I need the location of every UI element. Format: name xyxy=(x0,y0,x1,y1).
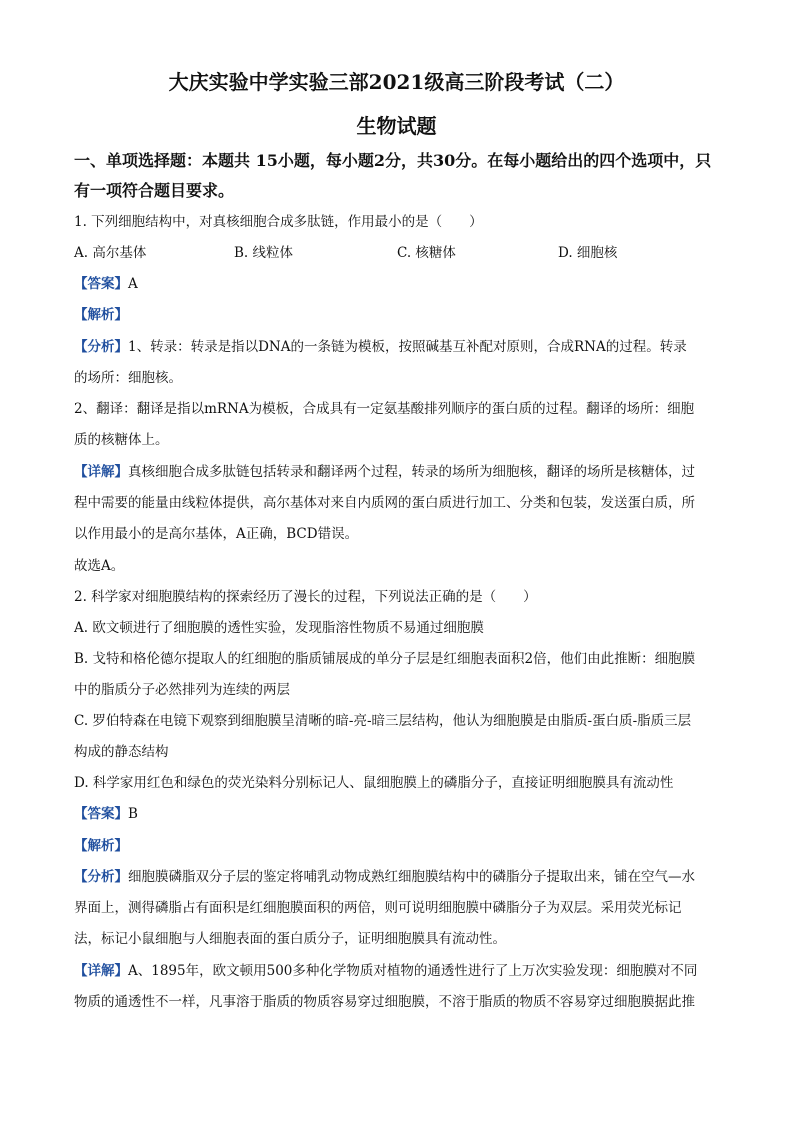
q1-analysis-line2: 的场所：细胞核。 xyxy=(74,370,182,386)
q2-option-d: D. 科学家用红色和绿色的荧光染料分别标记人、鼠细胞膜上的磷脂分子，直接证明细胞膜具有流动性 xyxy=(74,775,674,791)
section-heading-line1: 一、单项选择题：本题共 15小题，每小题2分，共30分。在每小题给出的四个选项中，只 xyxy=(74,151,712,170)
q1-analysis-line4: 质的核糖体上。 xyxy=(74,432,169,448)
q1-analysis-line1 xyxy=(74,337,724,357)
q2-detail-line2: 物质的通透性不一样，凡事溶于脂质的物质容易穿过细胞膜，不溶于脂质的物质不容易穿过细胞膜据此推 xyxy=(74,994,695,1010)
q1-answer-row xyxy=(74,274,724,294)
analysis-text: 1、转录：转录是指以DNA的一条链为模板，按照碱基互补配对原则，合成RNA的过程。转录 xyxy=(128,339,687,355)
q1-option-d: D. 细胞核 xyxy=(558,245,618,261)
q1-option-c: C. 核糖体 xyxy=(397,245,456,261)
detail-text: A、1895年，欧文顿用500多种化学物质对植物的通透性进行了上万次实验发现：细胞膜对不同 xyxy=(128,963,698,979)
detail-tag: 【详解】 xyxy=(74,464,128,480)
q1-option-a: A. 高尔基体 xyxy=(74,245,147,261)
q1-detail-line3: 以作用最小的是高尔基体，A正确，BCD错误。 xyxy=(74,526,359,542)
q2-stem: 2. 科学家对细胞膜结构的探索经历了漫长的过程，下列说法正确的是（ ） xyxy=(74,589,537,605)
answer-value: A xyxy=(128,276,138,292)
exam-subtitle: 生物试题 xyxy=(356,114,437,138)
explanation-tag: 【解析】 xyxy=(74,838,128,854)
explanation-tag: 【解析】 xyxy=(74,307,128,323)
answer-tag: 【答案】 xyxy=(74,806,128,822)
q2-option-c-line1: C. 罗伯特森在电镜下观察到细胞膜呈清晰的暗-亮-暗三层结构，他认为细胞膜是由脂质-蛋白质-脂质三层 xyxy=(74,713,692,729)
q2-option-c-line2: 构成的静态结构 xyxy=(74,744,169,760)
q2-answer-row xyxy=(74,804,724,824)
section-heading-line2: 有一项符合题目要求。 xyxy=(74,181,235,200)
analysis-tag: 【分析】 xyxy=(74,339,128,355)
q2-option-b-line2: 中的脂质分子必然排列为连续的两层 xyxy=(74,682,290,698)
analysis-tag: 【分析】 xyxy=(74,869,128,885)
analysis-text: 细胞膜磷脂双分子层的鉴定将哺乳动物成熟红细胞膜结构中的磷脂分子提取出来，铺在空气—水 xyxy=(128,869,695,885)
q2-analysis-line1 xyxy=(74,867,724,887)
q2-explanation-tag xyxy=(74,836,724,856)
exam-title: 大庆实验中学实验三部2021级高三阶段考试（二） xyxy=(168,70,625,94)
q1-detail-line1 xyxy=(74,462,724,482)
q2-analysis-line2: 界面上，测得磷脂占有面积是红细胞膜面积的两倍，则可说明细胞膜中磷脂分子为双层。采用荧光标记 xyxy=(74,900,682,916)
q2-detail-line1 xyxy=(74,961,724,981)
answer-tag: 【答案】 xyxy=(74,276,128,292)
q1-explanation-tag xyxy=(74,305,724,325)
detail-text: 真核细胞合成多肽链包括转录和翻译两个过程，转录的场所为细胞核，翻译的场所是核糖体，过 xyxy=(128,464,695,480)
q1-detail-line2: 程中需要的能量由线粒体提供，高尔基体对来自内质网的蛋白质进行加工、分类和包装，发送蛋白质，所 xyxy=(74,495,695,511)
q1-option-b: B. 线粒体 xyxy=(234,245,294,261)
answer-value: B xyxy=(128,806,138,822)
detail-tag: 【详解】 xyxy=(74,963,128,979)
q2-option-a: A. 欧文顿进行了细胞膜的透性实验，发现脂溶性物质不易通过细胞膜 xyxy=(74,620,484,636)
q1-conclusion: 故选A。 xyxy=(74,558,125,574)
q2-analysis-line3: 法，标记小鼠细胞与人细胞表面的蛋白质分子，证明细胞膜具有流动性。 xyxy=(74,931,506,947)
q1-analysis-line3: 2、翻译：翻译是指以mRNA为模板，合成具有一定氨基酸排列顺序的蛋白质的过程。翻译的场所：细胞 xyxy=(74,401,695,417)
q2-option-b-line1: B. 戈特和格伦德尔提取人的红细胞的脂质铺展成的单分子层是红细胞表面积2倍，他们由此推断：细胞膜 xyxy=(74,651,696,667)
q1-stem: 1. 下列细胞结构中，对真核细胞合成多肽链，作用最小的是（ ） xyxy=(74,214,483,230)
